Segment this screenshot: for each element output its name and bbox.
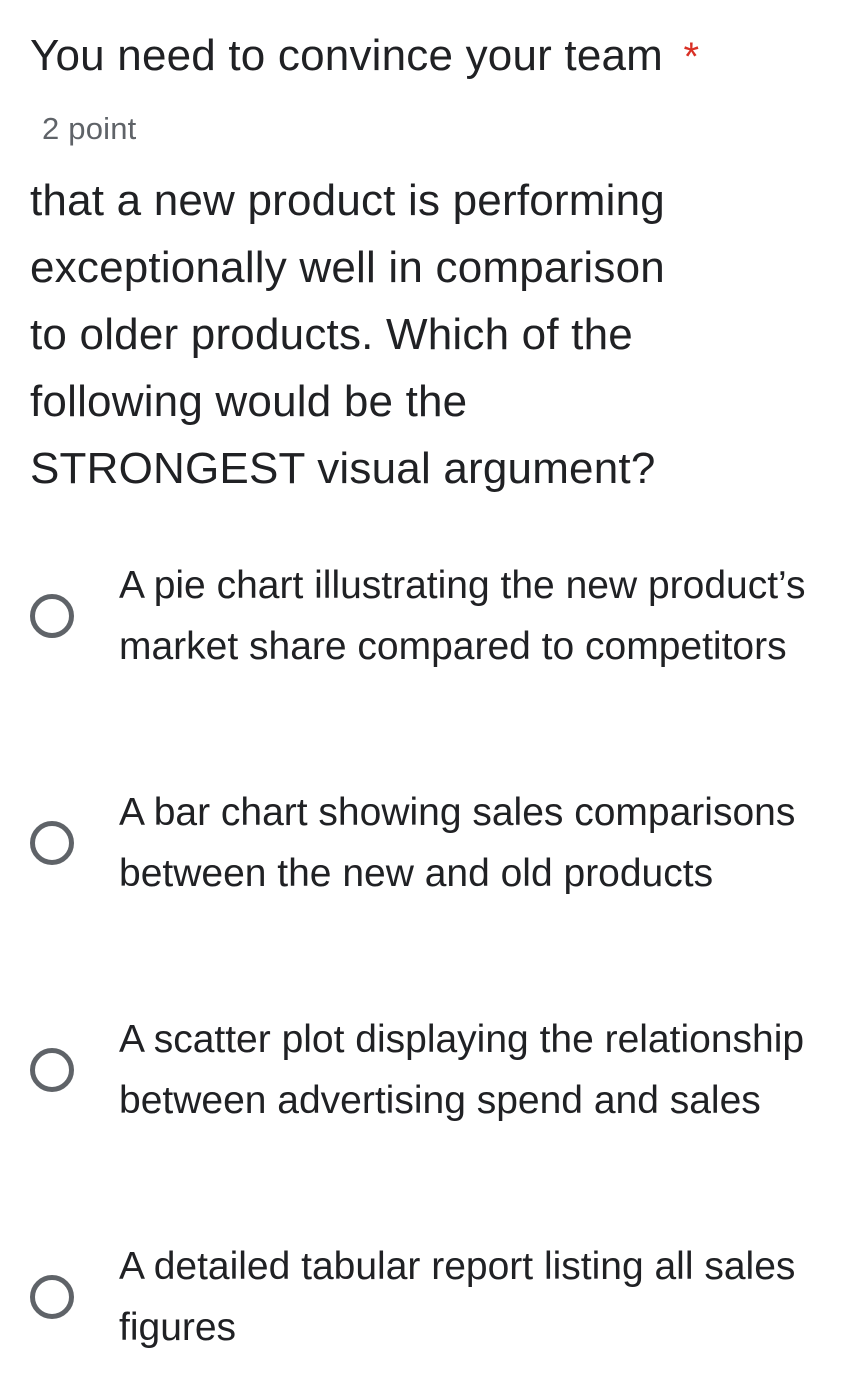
- radio-button[interactable]: [30, 1275, 74, 1319]
- question-title: [30, 22, 710, 502]
- question-header: [30, 22, 847, 502]
- option-bar-chart[interactable]: [30, 782, 830, 904]
- radio-button[interactable]: [30, 821, 74, 865]
- radio-button[interactable]: [30, 594, 74, 638]
- option-label[interactable]: A bar chart showing sales comparisons between the new and old products: [119, 791, 796, 895]
- radio-button[interactable]: [30, 1048, 74, 1092]
- question-title-line-1: You need to convince your team: [30, 31, 664, 80]
- required-asterisk: *: [683, 35, 700, 79]
- option-label[interactable]: A detailed tabular report listing all sales figures: [119, 1245, 796, 1349]
- question-block: [30, 22, 847, 502]
- option-scatter-plot[interactable]: [30, 1009, 830, 1131]
- option-tabular-report[interactable]: [30, 1236, 830, 1358]
- option-label[interactable]: A scatter plot displaying the relationship between advertising spend and sales: [119, 1018, 805, 1122]
- question-title-rest: that a new product is performing exceptionally well in comparison to older products. Which of the following would be the STRONGEST visual argument?: [30, 176, 665, 493]
- option-label[interactable]: A pie chart illustrating the new product’s market share compared to competitors: [119, 564, 806, 668]
- option-pie-chart[interactable]: [30, 555, 830, 677]
- points-label: 2 point: [42, 111, 137, 146]
